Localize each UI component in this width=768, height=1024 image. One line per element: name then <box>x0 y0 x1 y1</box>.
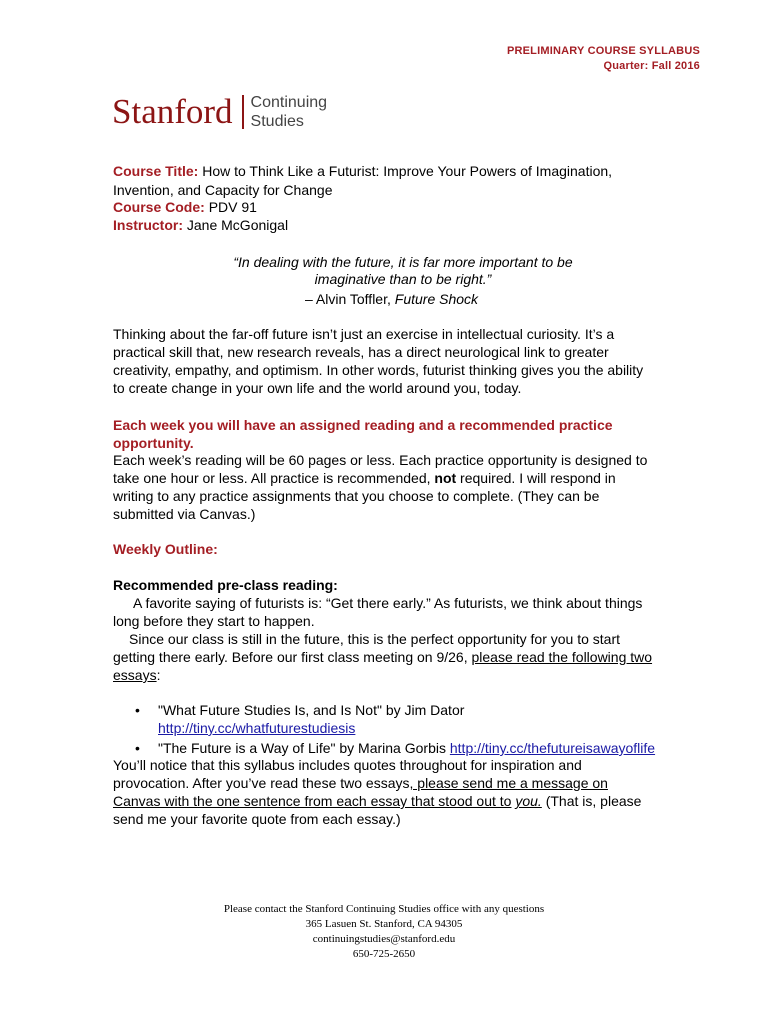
reading-p2-line2 <box>113 648 713 666</box>
weekly-line2-end: required. I will respond in <box>460 470 616 486</box>
footer-phone: 650-725-2650 <box>352 948 416 960</box>
closing-line <box>113 774 693 792</box>
weekly-outline-heading: Weekly Outline: <box>113 541 218 557</box>
logo-subtitle-line1: Continuing <box>250 94 328 111</box>
essay-1-link[interactable]: http://tiny.cc/whatfuturestudiesis <box>158 720 356 736</box>
course-code-value: PDV 91 <box>208 199 257 215</box>
epigraph-attribution <box>305 290 768 308</box>
instructor-value: Jane McGonigal <box>186 217 289 233</box>
reading-p2-line2-start: getting there early. Before our first class meeting on 9/26, <box>113 649 468 665</box>
reading-instruction-end: essays <box>113 667 157 683</box>
essay-item-1-link[interactable] <box>158 719 758 737</box>
reading-p1-line1: A favorite saying of futurists is: “Get there early.” As futurists, we think about things <box>133 595 643 611</box>
attribution-author: – Alvin Toffler, <box>305 291 391 307</box>
reading-instruction: please read the following two <box>471 649 653 665</box>
emphasis-not: not <box>434 470 457 486</box>
course-code-row <box>113 198 713 216</box>
essay-item-2-text: "The Future is a Way of Life" by Marina Gorbis <box>158 740 446 756</box>
weekly-heading-line2: opportunity. <box>113 435 194 451</box>
closing-line2-underlined: , please send me a message on <box>409 775 608 791</box>
logo-wordmark: Stanford <box>112 92 233 131</box>
weekly-line: submitted via Canvas.) <box>113 506 256 522</box>
epigraph-line2: imaginative than to be right.” <box>314 271 492 287</box>
syllabus-header <box>507 44 700 74</box>
reading-p1-line2: long before they start to happen. <box>113 613 315 629</box>
weekly-heading <box>113 416 693 452</box>
essay-2-link[interactable]: http://tiny.cc/thefutureisawayoflife <box>449 740 656 756</box>
reading-p2-line1: Since our class is still in the future, this is the perfect opportunity for you to start <box>129 631 621 647</box>
weekly-line2-start: take one hour or less. All practice is recommended, <box>113 470 431 486</box>
header-title: PRELIMINARY COURSE SYLLABUS <box>506 45 700 57</box>
intro-line: Thinking about the far-off future isn’t just an exercise in intellectual curiosity. It’s a <box>113 326 615 342</box>
colon: : <box>156 667 161 683</box>
closing-line: You’ll notice that this syllabus includes quotes throughout for inspiration and <box>113 757 582 773</box>
logo-divider <box>242 95 244 129</box>
intro-line: creativity, empathy, and optimism. In other words, futurist thinking gives you the ability <box>113 362 644 378</box>
footer-line: Please contact the Stanford Continuing Studies office with any questions <box>223 903 545 915</box>
weekly-paragraph <box>113 451 693 523</box>
closing-line: send me your favorite quote from each essay.) <box>113 811 401 827</box>
intro-paragraph <box>113 325 693 397</box>
weekly-line: Each week’s reading will be 60 pages or less. Each practice opportunity is designed to <box>113 452 648 468</box>
course-code-label: Course Code: <box>113 199 205 215</box>
epigraph-line1: “In dealing with the future, it is far more important to be <box>233 254 573 270</box>
intro-line: to create change in your own life and the world around you, today. <box>113 380 522 396</box>
course-title-value: How to Think Like a Futurist: Improve Your Powers of Imagination, <box>202 163 613 179</box>
logo-subtitle-line2: Studies <box>250 113 304 130</box>
closing-paragraph <box>113 756 693 828</box>
closing-line2-start: provocation. After you’ve read these two essays <box>113 775 410 791</box>
bullet-icon: • <box>135 702 140 718</box>
essay-item-2 <box>158 739 758 757</box>
weekly-line: writing to any practice assignments that you choose to complete. (They can be <box>113 488 600 504</box>
stanford-continuing-studies-logo <box>112 92 327 132</box>
weekly-heading-line1: Each week you will have an assigned reading and a recommended practice <box>113 417 613 433</box>
closing-line3-underlined: Canvas with the one sentence from each essay that stood out to <box>113 793 512 809</box>
footer-address: 365 Lasuen St. Stanford, CA 94305 <box>305 918 463 930</box>
weekly-line <box>113 469 693 487</box>
reading-heading: Recommended pre-class reading: <box>113 577 338 593</box>
logo-subtitle <box>251 93 328 131</box>
footer-email[interactable]: continuingstudies@stanford.edu <box>312 933 456 945</box>
instructor-label: Instructor: <box>113 217 183 233</box>
closing-emphasis-you: you. <box>515 793 542 809</box>
essay-item-1-text: "What Future Studies Is, and Is Not" by Jim Dator <box>158 702 465 718</box>
reading-p2-line3 <box>113 666 713 684</box>
course-title-row <box>113 162 713 180</box>
attribution-source: Future Shock <box>394 291 479 307</box>
closing-line3-end: (That is, please <box>541 793 642 809</box>
header-quarter: Quarter: Fall 2016 <box>603 60 700 72</box>
intro-line: practical skill that, new research reveals, has a direct neurological link to greater <box>113 344 609 360</box>
contact-footer <box>0 902 768 962</box>
instructor-row <box>113 216 713 234</box>
course-title-continued: Invention, and Capacity for Change <box>113 182 333 198</box>
closing-line <box>113 792 693 810</box>
bullet-icon: • <box>135 740 140 756</box>
course-title-label: Course Title: <box>113 163 199 179</box>
